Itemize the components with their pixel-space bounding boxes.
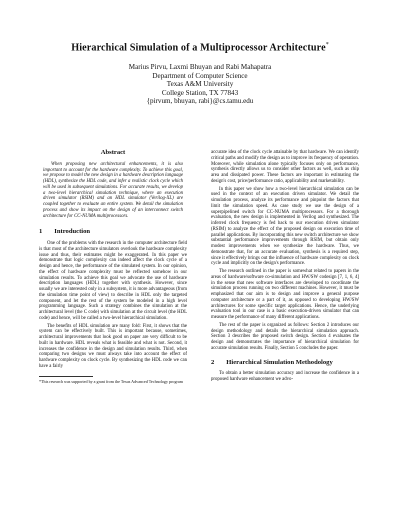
footnote: *This research was supported by a grant from the Texas Advanced Technology program [39, 378, 183, 384]
author-university: Texas A&M University [166, 80, 234, 89]
author-block [0, 63, 400, 106]
author-department: Department of Computer Science [152, 71, 248, 80]
author-emails: {pirvum, bhuyan, rabi}@cs.tamu.edu [146, 97, 254, 106]
section-1-heading [39, 229, 187, 235]
abstract-text: When proposing new architectural enhancements, it is also important to account for the hardware complexity. To achieve this goal, we propose to model the new design in a hardware description language (HDL), synthesize the HDL code, and infer a realistic clock cycle which will be used in subsequent simulations. For accurate results, we develop a two-level hierarchical simulation technique, where an execution driven simulator (RSIM) and an HDL simulator (Verilog-XL) are coupled together to evaluate an entire system. We detail the simulation process and show its impact on the design of an interconnect switch architecture for CC-NUMA multiprocessors. [43, 161, 183, 219]
right-paragraph-4: The rest of the paper is organized as follows: Section 2 introduces our design methodology and details the hierarchical simulation approach. Section 3 describes the proposed switch design. Section 4 evaluates the design and demonstrates the importance of hierarchical simulation for accurate simulation results. Finally, Section 5 concludes the paper. [211, 322, 359, 351]
section-2-heading [211, 360, 359, 366]
section-2-paragraph: To obtain a better simulation accuracy and increase the confidence in a proposed hardware enhancement we advo- [211, 371, 359, 382]
title-footnote-mark: * [325, 42, 329, 48]
right-column [211, 150, 359, 385]
right-paragraph-1: accurate idea of the clock cycle attainable by that hardware. We can identify critical paths and modify the design as to improve its frequency of operation. Moreover, while simulation alone typically focuses only on performance, synthesis directly allows us to consider other factors as well, such as chip area and dissipated power. These factors are important in estimating the design's cost, price/performance ratio, applicability and marketability. [211, 150, 359, 184]
intro-paragraph-1: One of the problems with the research in the computer architecture field is that most of the architecture simulators overlook the hardware complexity issue and thus, their estimates might be exaggerated. In this paper we demonstrate that logic complexity can indeed affect the clock cycle of a design and hence, the performance of the simulated system. In our opinion, the effect of hardware complexity must be reflected somehow in our simulation results. To achieve this goal we advocate the use of hardware description languages (HDL) together with synthesis. However, since usually we are interested only in a subsystem, it is more advantageous (from the simulation time point of view) to describe in HDL only the targeted component, and let the rest of the system be modeled in a high level programming language. Such a strategy combines the simulation at the architectural level (the C code) with simulation at the circuit level (the HDL code) and hence, will be called a two-level hierarchical simulation. [39, 241, 187, 321]
right-paragraph-3: The research outlined in the paper is somewhat related to papers in the areas of hardware/software co-simulation and HW/SW codesign [7, 1, 6, 4] in the sense that new software interfaces are developed to coordinate the simulation process running on two different machines. However, it must be emphasized that our aim is to design and improve a general purpose computer architecture or a part of it, as opposed to developing HW/SW architectures for some specific target applications. Hence, the underlying evaluation tool in our case is a basic execution-driven simulator that can measure the performance of many different applications. [211, 269, 359, 320]
section-title: Hierarchical Simulation Methodology [226, 358, 333, 366]
section-number: 2 [211, 358, 215, 366]
intro-paragraph-2: The benefits of HDL simulation are many fold: First, it shows that the system can be effectively built. This is important because, sometimes, architectural improvements that look good on paper are very difficult to be built in hardware. HDL reveals what is feasible and what is not. Second, it increases the confidence in the design and simulation results. Third, when comparing two designs we must always take into account the effect of hardware complexity on clock cycle. By synthesizing the HDL code we can have a fairly [39, 323, 187, 369]
section-title: Introduction [54, 228, 91, 236]
footnote-divider [39, 376, 93, 377]
left-column [39, 150, 187, 384]
author-names: Marius Pirvu, Laxmi Bhuyan and Rabi Mahapatra [128, 63, 272, 71]
section-number: 1 [39, 228, 43, 236]
right-paragraph-2: In this paper we show how a two-level hierarchical simulation can be used in the context of an execution driven simulator. We detail the simulation process, analyze its performance and pinpoint the factors that limit the simulation speed. As case study we use the design of a superpipelined switch for CC-NUMA multiprocessors. For a thorough evaluation, the new design is implemented in Verilog and synthesized. The inferred clock frequency is fed back to our execution driven simulator (RSIM) to analyze the effect of the proposed design on execution time of parallel applications. By incorporating this new switch architecture we show substantial performance improvements through RSIM, but obtain only modest improvements when we synthesize the hardware. Thus, we demonstrate that, for an accurate evaluation, synthesis is a required step, since it effectively brings out the influence of hardware complexity on clock cycle and implicitly on the design's performance. [211, 186, 359, 267]
paper-title [0, 42, 400, 53]
abstract-heading: Abstract [100, 149, 126, 156]
author-city: College Station, TX 77843 [161, 88, 239, 97]
title-text: Hierarchical Simulation of a Multiprocessor Architecture [71, 42, 326, 54]
